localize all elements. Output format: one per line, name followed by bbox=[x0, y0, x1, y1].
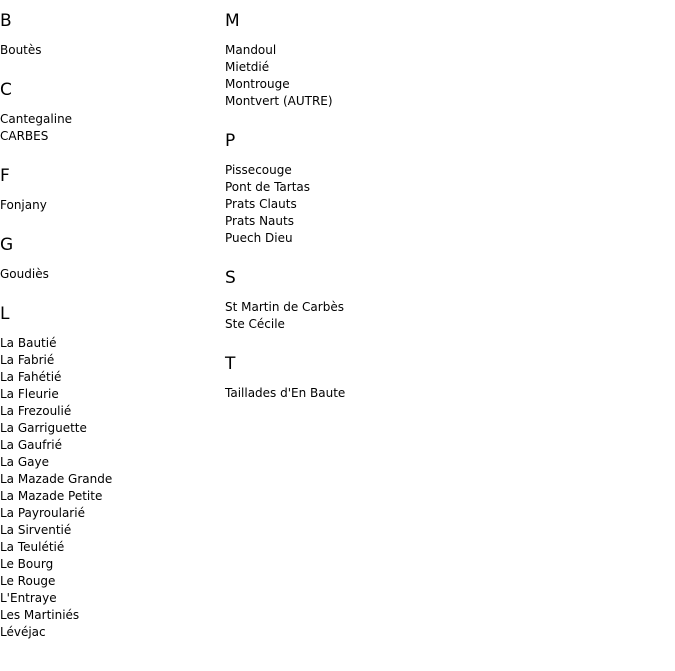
place-link-ste-cecile[interactable]: Ste Cécile bbox=[225, 317, 285, 331]
letter-group-f bbox=[0, 165, 220, 234]
section-letter-heading: M bbox=[225, 11, 240, 31]
place-link-mandoul[interactable]: Mandoul bbox=[225, 43, 277, 57]
letter-group-b bbox=[0, 10, 220, 79]
group-spacer bbox=[225, 110, 525, 130]
place-list bbox=[225, 299, 525, 333]
letter-group-p bbox=[225, 130, 525, 267]
section-letter-heading: L bbox=[0, 304, 10, 324]
place-link-la-gaufrie[interactable]: La Gaufrié bbox=[0, 438, 62, 452]
place-link-la-bautie[interactable]: La Bautié bbox=[0, 336, 57, 350]
place-link-la-mazade-grande[interactable]: La Mazade Grande bbox=[0, 472, 113, 486]
place-link-la-fleurie[interactable]: La Fleurie bbox=[0, 387, 59, 401]
letter-group-c bbox=[0, 79, 220, 165]
place-link-la-teuletie[interactable]: La Teulétié bbox=[0, 540, 65, 554]
section-letter-heading: P bbox=[225, 131, 236, 151]
place-link-la-garriguette[interactable]: La Garriguette bbox=[0, 421, 87, 435]
place-link-la-mazade-petite[interactable]: La Mazade Petite bbox=[0, 489, 103, 503]
group-spacer bbox=[225, 333, 525, 353]
place-list bbox=[225, 42, 525, 110]
place-link-fonjany[interactable]: Fonjany bbox=[0, 198, 47, 212]
section-letter-heading: T bbox=[225, 354, 236, 374]
place-link-mietdie[interactable]: Mietdié bbox=[225, 60, 270, 74]
group-spacer bbox=[225, 247, 525, 267]
letter-group-s bbox=[225, 267, 525, 353]
place-link-la-fahetie[interactable]: La Fahétié bbox=[0, 370, 62, 384]
group-spacer bbox=[0, 145, 220, 165]
place-link-la-gaye[interactable]: La Gaye bbox=[0, 455, 49, 469]
index-column-right bbox=[225, 10, 525, 402]
place-link-puech-dieu[interactable]: Puech Dieu bbox=[225, 231, 293, 245]
place-list bbox=[0, 266, 220, 283]
group-spacer bbox=[0, 59, 220, 79]
place-link-montvert-autre[interactable]: Montvert (AUTRE) bbox=[225, 94, 333, 108]
place-link-les-martinies[interactable]: Les Martiniés bbox=[0, 608, 80, 622]
section-letter-heading: G bbox=[0, 235, 14, 255]
section-letter-heading: F bbox=[0, 166, 10, 186]
place-link-l-entraye[interactable]: L'Entraye bbox=[0, 591, 57, 605]
place-link-la-frezoulie[interactable]: La Frezoulié bbox=[0, 404, 72, 418]
place-link-prats-clauts[interactable]: Prats Clauts bbox=[225, 197, 297, 211]
group-spacer bbox=[0, 283, 220, 303]
place-link-taillades-d-en-baute[interactable]: Taillades d'En Baute bbox=[225, 386, 346, 400]
place-list bbox=[0, 111, 220, 145]
place-link-la-fabrie[interactable]: La Fabrié bbox=[0, 353, 55, 367]
place-list bbox=[0, 197, 220, 214]
place-link-boutes[interactable]: Boutès bbox=[0, 43, 42, 57]
place-link-levejac[interactable]: Lévéjac bbox=[0, 625, 46, 639]
index-column-left bbox=[0, 10, 220, 641]
place-link-pissecouge[interactable]: Pissecouge bbox=[225, 163, 292, 177]
place-list bbox=[225, 162, 525, 247]
letter-group-t bbox=[225, 353, 525, 402]
place-link-pont-de-tartas[interactable]: Pont de Tartas bbox=[225, 180, 311, 194]
section-letter-heading: S bbox=[225, 268, 236, 288]
place-list bbox=[0, 42, 220, 59]
letter-group-l bbox=[0, 303, 220, 641]
place-link-la-sirventie[interactable]: La Sirventié bbox=[0, 523, 72, 537]
letter-group-g bbox=[0, 234, 220, 303]
place-link-carbes[interactable]: CARBES bbox=[0, 129, 49, 143]
place-link-la-payroularie[interactable]: La Payroularié bbox=[0, 506, 85, 520]
letter-group-m bbox=[225, 10, 525, 130]
place-link-le-bourg[interactable]: Le Bourg bbox=[0, 557, 54, 571]
section-letter-heading: B bbox=[0, 11, 12, 31]
group-spacer bbox=[0, 214, 220, 234]
place-list bbox=[0, 335, 220, 641]
place-link-goudies[interactable]: Goudiès bbox=[0, 267, 49, 281]
place-list bbox=[225, 385, 525, 402]
place-link-montrouge[interactable]: Montrouge bbox=[225, 77, 290, 91]
place-link-le-rouge[interactable]: Le Rouge bbox=[0, 574, 56, 588]
place-link-cantegaline[interactable]: Cantegaline bbox=[0, 112, 73, 126]
place-link-prats-nauts[interactable]: Prats Nauts bbox=[225, 214, 294, 228]
section-letter-heading: C bbox=[0, 80, 12, 100]
place-link-st-martin-de-carbes[interactable]: St Martin de Carbès bbox=[225, 300, 344, 314]
